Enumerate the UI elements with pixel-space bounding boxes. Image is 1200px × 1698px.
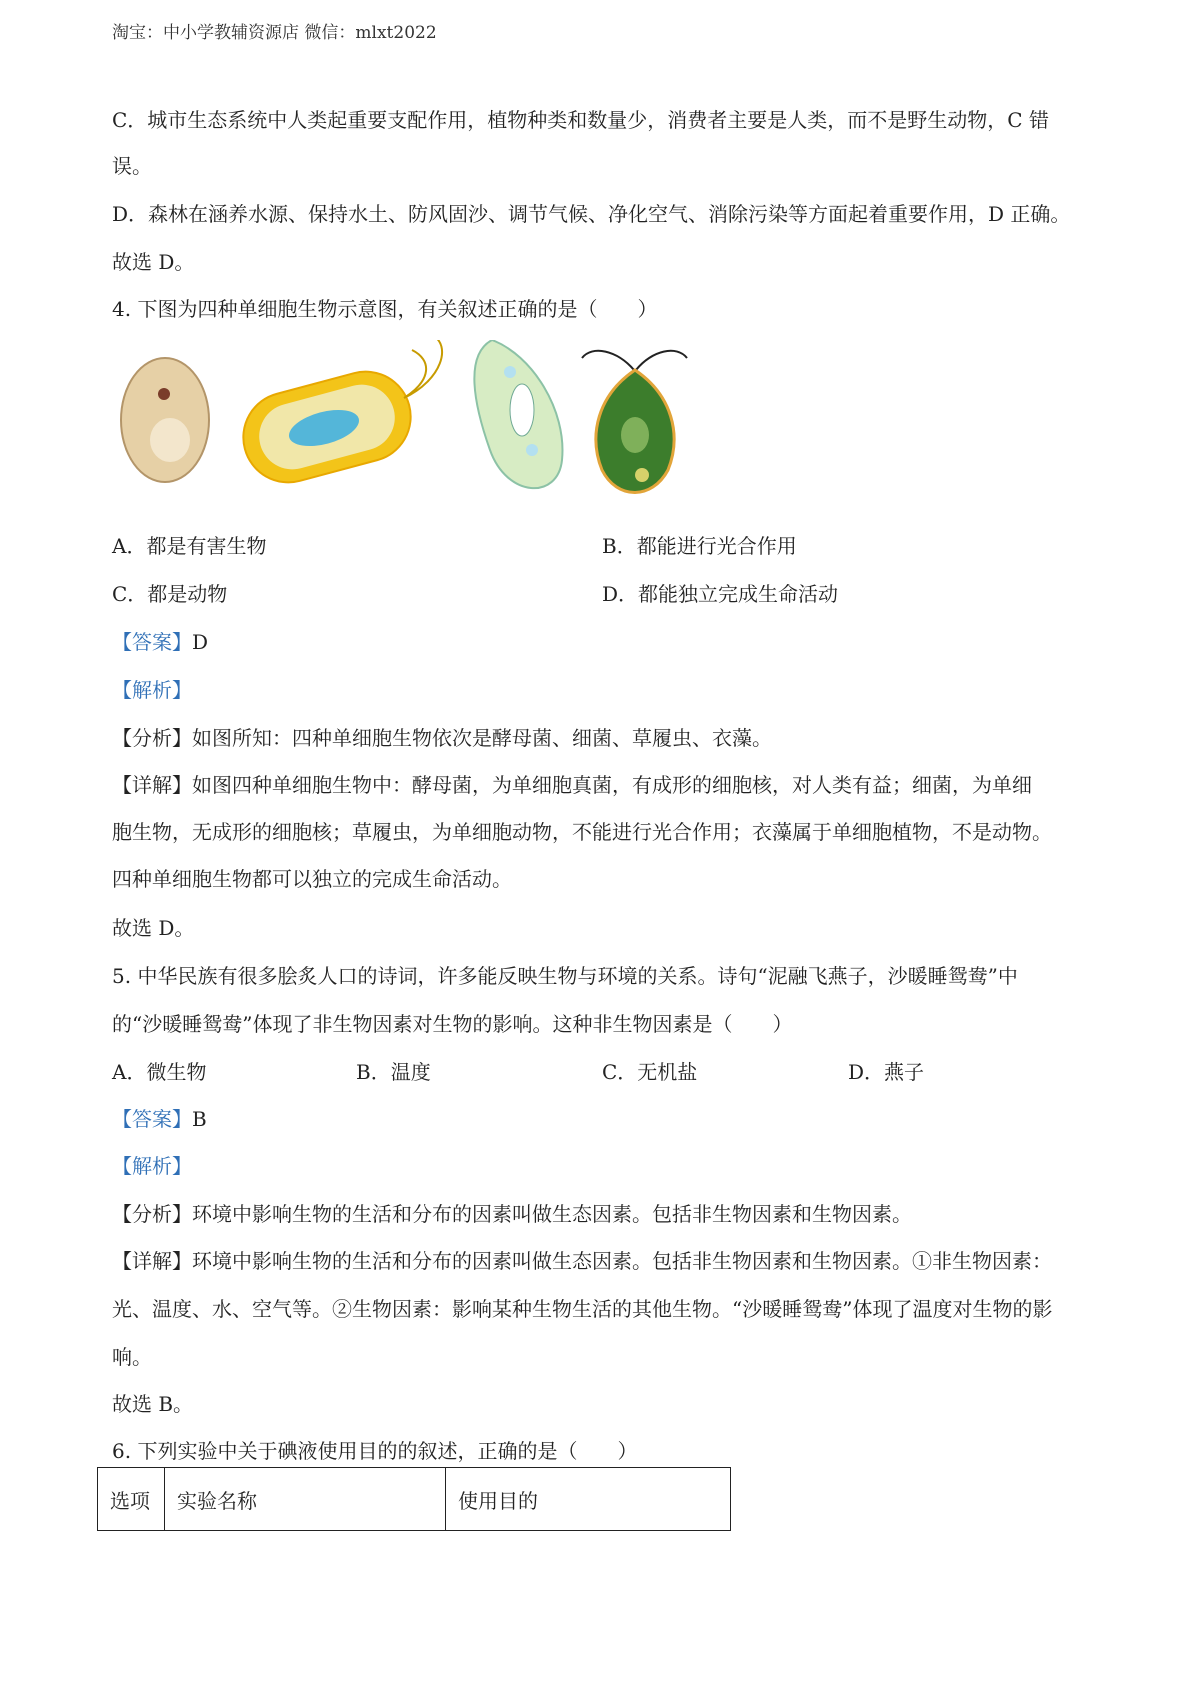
xiangjie-text: 环境中影响生物的生活和分布的因素叫做生态因素。包括非生物因素和生物因素。①非生物因素： — [192, 1249, 1052, 1273]
q5-answer — [112, 1103, 207, 1132]
q5-option-a: A．微生物 — [112, 1060, 207, 1084]
table-header-cell: 选项 — [98, 1468, 165, 1531]
q5-analysis-tag: 【解析】 — [112, 1154, 192, 1178]
answer-value: D — [192, 630, 209, 654]
xiangjie-tag: 【详解】 — [112, 773, 192, 797]
q5-stem-line2: 的“沙暖睡鸳鸯”体现了非生物因素对生物的影响。这种非生物因素是（ ） — [112, 1012, 793, 1036]
yeast-cell-icon — [121, 358, 209, 482]
q4-figure — [112, 340, 712, 505]
answer-tag: 【答案】 — [112, 630, 192, 654]
q4-option-a: A．都是有害生物 — [112, 534, 267, 558]
q5-option-b: B．温度 — [356, 1060, 431, 1084]
q5-option-d: D．燕子 — [848, 1060, 925, 1084]
q5-stem-line1: 5. 中华民族有很多脍炙人口的诗词，许多能反映生物与环境的关系。诗句“泥融飞燕子，沙暖睡鸳鸯”中 — [112, 964, 1018, 988]
bacterium-icon — [233, 340, 442, 492]
q4-answer — [112, 626, 208, 655]
q4-analysis-tag: 【解析】 — [112, 678, 192, 702]
xiangjie-tag: 【详解】 — [112, 1249, 192, 1273]
q5-choose: 故选 B。 — [112, 1392, 194, 1416]
answer-tag: 【答案】 — [112, 1107, 192, 1131]
q4-option-b: B．都能进行光合作用 — [602, 534, 797, 558]
q4-fenxi — [112, 722, 772, 751]
chlamydomonas-icon — [582, 351, 687, 493]
option-d-explanation: D．森林在涵养水源、保持水土、防风固沙、调节气候、净化空气、消除污染等方面起着重要作用，D 正确。 — [112, 202, 1071, 226]
xiangjie-text: 如图四种单细胞生物中：酵母菌，为单细胞真菌，有成形的细胞核，对人类有益；细菌，为单细 — [192, 773, 1032, 797]
page-header: 淘宝：中小学教辅资源店 微信：mlxt2022 — [112, 23, 437, 43]
table-header-row — [98, 1468, 731, 1531]
q5-fenxi — [112, 1198, 912, 1227]
table-header-cell: 使用目的 — [446, 1468, 731, 1531]
fenxi-text: 环境中影响生物的生活和分布的因素叫做生态因素。包括非生物因素和生物因素。 — [192, 1202, 912, 1226]
q4-stem: 4. 下图为四种单细胞生物示意图，有关叙述正确的是（ ） — [112, 297, 658, 321]
q4-xiangjie-line1 — [112, 769, 1032, 798]
q5-xiangjie-line3: 响。 — [112, 1345, 152, 1369]
answer-value: B — [192, 1107, 207, 1131]
fenxi-text: 如图所知：四种单细胞生物依次是酵母菌、细菌、草履虫、衣藻。 — [192, 726, 772, 750]
q6-stem: 6. 下列实验中关于碘液使用目的的叙述，正确的是（ ） — [112, 1439, 638, 1463]
fenxi-tag: 【分析】 — [112, 1202, 192, 1226]
paramecium-icon — [474, 340, 562, 488]
q4-choose: 故选 D。 — [112, 916, 195, 940]
fenxi-tag: 【分析】 — [112, 726, 192, 750]
q5-xiangjie-line1 — [112, 1245, 1052, 1274]
q5-option-c: C．无机盐 — [602, 1060, 698, 1084]
q5-xiangjie-line2: 光、温度、水、空气等。②生物因素：影响某种生物生活的其他生物。“沙暖睡鸳鸯”体现了温度对生物的影 — [112, 1297, 1053, 1321]
option-c-explanation-cont: 误。 — [112, 154, 152, 178]
q4-option-c: C．都是动物 — [112, 582, 228, 606]
q4-xiangjie-line2: 胞生物，无成形的细胞核；草履虫，为单细胞动物，不能进行光合作用；衣藻属于单细胞植物，不是动物。 — [112, 820, 1052, 844]
q4-option-d: D．都能独立完成生命活动 — [602, 582, 839, 606]
prev-choose: 故选 D。 — [112, 250, 195, 274]
q6-table — [97, 1467, 731, 1531]
q4-xiangjie-line3: 四种单细胞生物都可以独立的完成生命活动。 — [112, 867, 512, 891]
table-header-cell: 实验名称 — [165, 1468, 446, 1531]
option-c-explanation: C．城市生态系统中人类起重要支配作用，植物种类和数量少，消费者主要是人类，而不是野生动物，C 错 — [112, 108, 1049, 132]
